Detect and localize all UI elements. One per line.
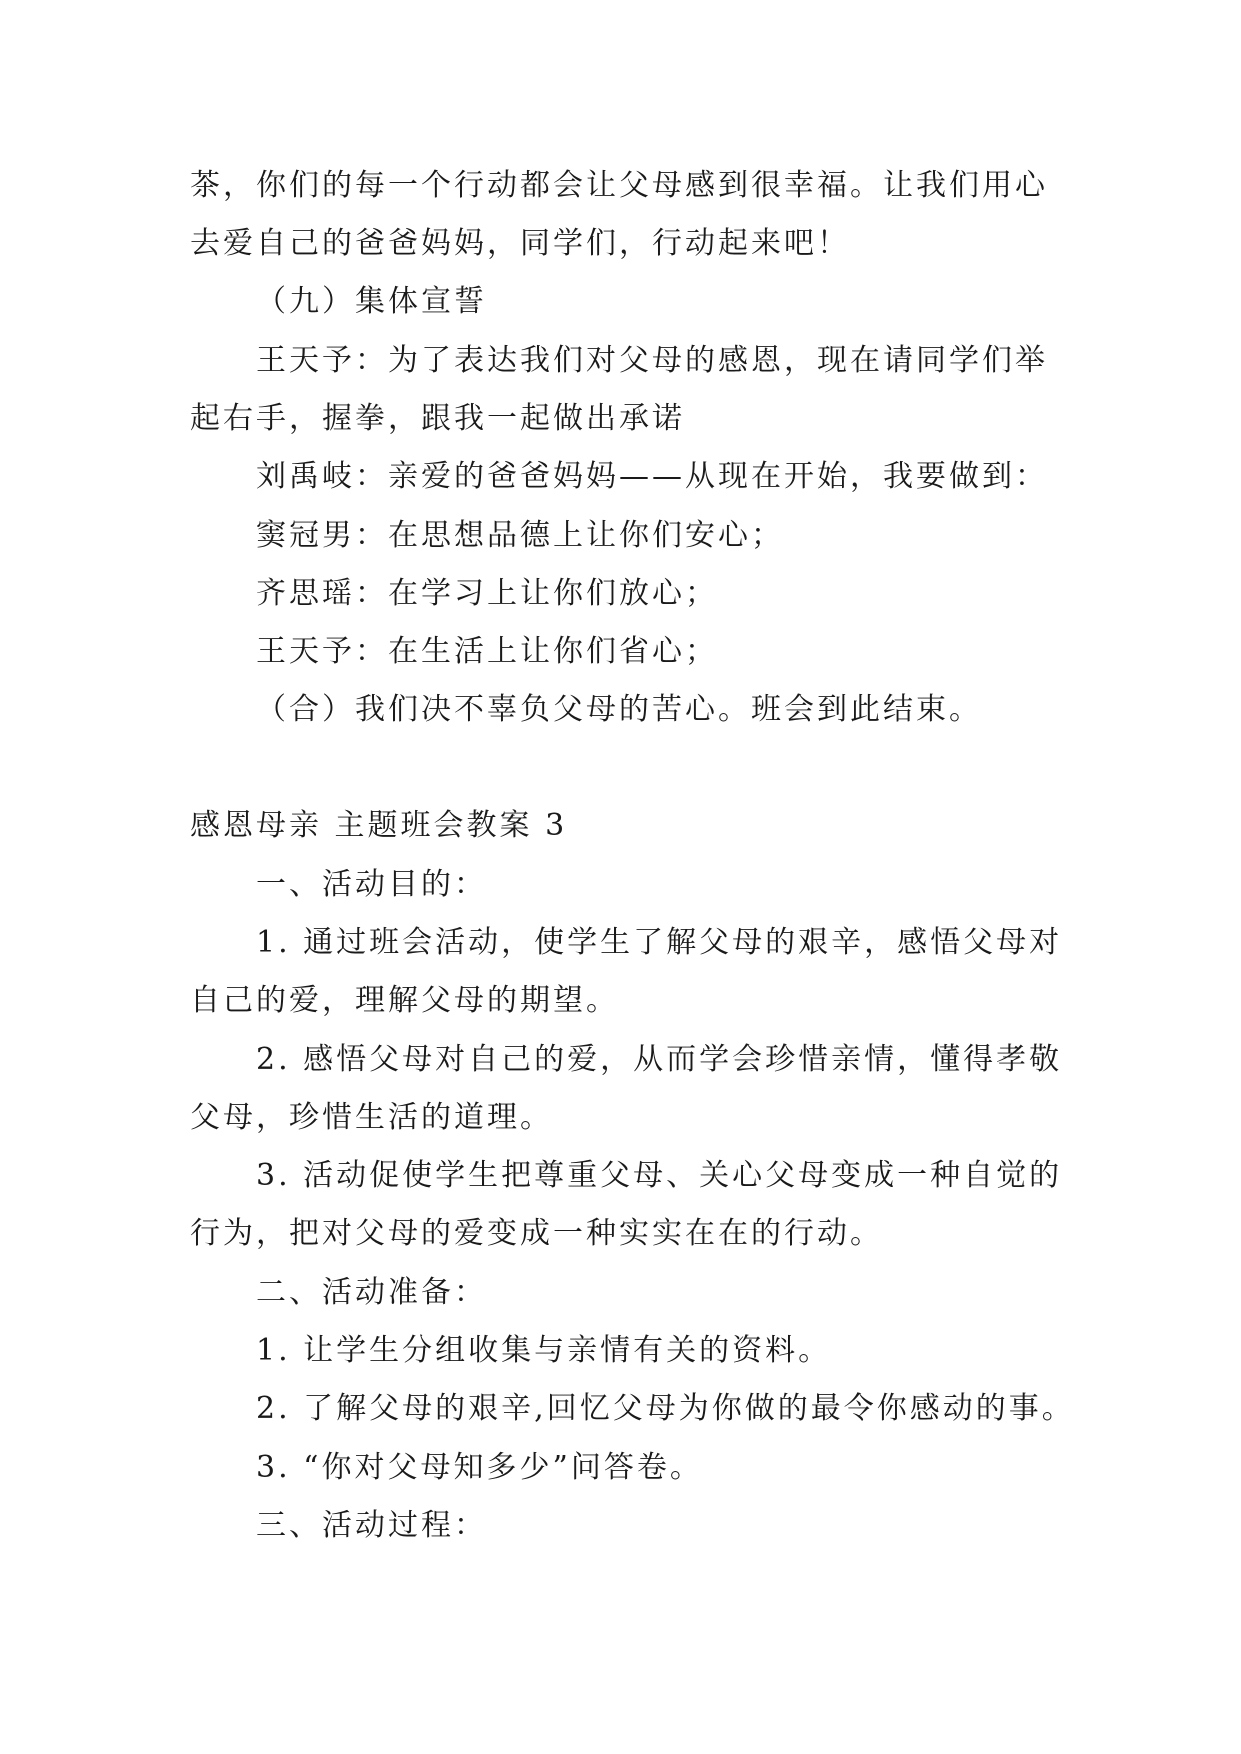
list-item: 2. 感悟父母对自己的爱，从而学会珍惜亲情，懂得孝敬 — [256, 1042, 1063, 1077]
paragraph-line: 起右手，握拳，跟我一起做出承诺 — [190, 401, 685, 436]
list-item: 3. 活动促使学生把尊重父母、关心父母变成一种自觉的 — [256, 1158, 1063, 1193]
list-item: 3. “你对父母知多少”问答卷。 — [256, 1450, 703, 1485]
paragraph-line: 茶，你们的每一个行动都会让父母感到很幸福。让我们用心 — [190, 168, 1048, 203]
paragraph-line: 王天予：为了表达我们对父母的感恩，现在请同学们举 — [256, 343, 1048, 378]
paragraph-line: 去爱自己的爸爸妈妈，同学们，行动起来吧！ — [190, 226, 850, 261]
paragraph-line: 齐思瑶：在学习上让你们放心； — [256, 576, 718, 611]
document-title: 感恩母亲 主题班会教案 3 — [190, 808, 568, 843]
paragraph-line: 窦冠男：在思想品德上让你们安心； — [256, 518, 784, 553]
list-item: 1. 让学生分组收集与亲情有关的资料。 — [256, 1333, 832, 1368]
paragraph-line: 行为，把对父母的爱变成一种实实在在的行动。 — [190, 1216, 883, 1251]
section-heading: 二、活动准备： — [256, 1275, 487, 1310]
section-heading: （九）集体宣誓 — [256, 284, 487, 319]
paragraph-line: （合）我们决不辜负父母的苦心。班会到此结束。 — [256, 692, 982, 727]
paragraph-line: 王天予：在生活上让你们省心； — [256, 634, 718, 669]
section-heading: 一、活动目的： — [256, 867, 487, 902]
list-item: 1. 通过班会活动，使学生了解父母的艰辛，感悟父母对 — [256, 925, 1063, 960]
paragraph-line: 刘禹岐：亲爱的爸爸妈妈——从现在开始，我要做到： — [256, 459, 1048, 494]
section-heading: 三、活动过程： — [256, 1508, 487, 1543]
paragraph-line: 自己的爱，理解父母的期望。 — [190, 983, 619, 1018]
list-item: 2. 了解父母的艰辛,回忆父母为你做的最令你感动的事。 — [256, 1391, 1075, 1426]
paragraph-line: 父母，珍惜生活的道理。 — [190, 1100, 553, 1135]
